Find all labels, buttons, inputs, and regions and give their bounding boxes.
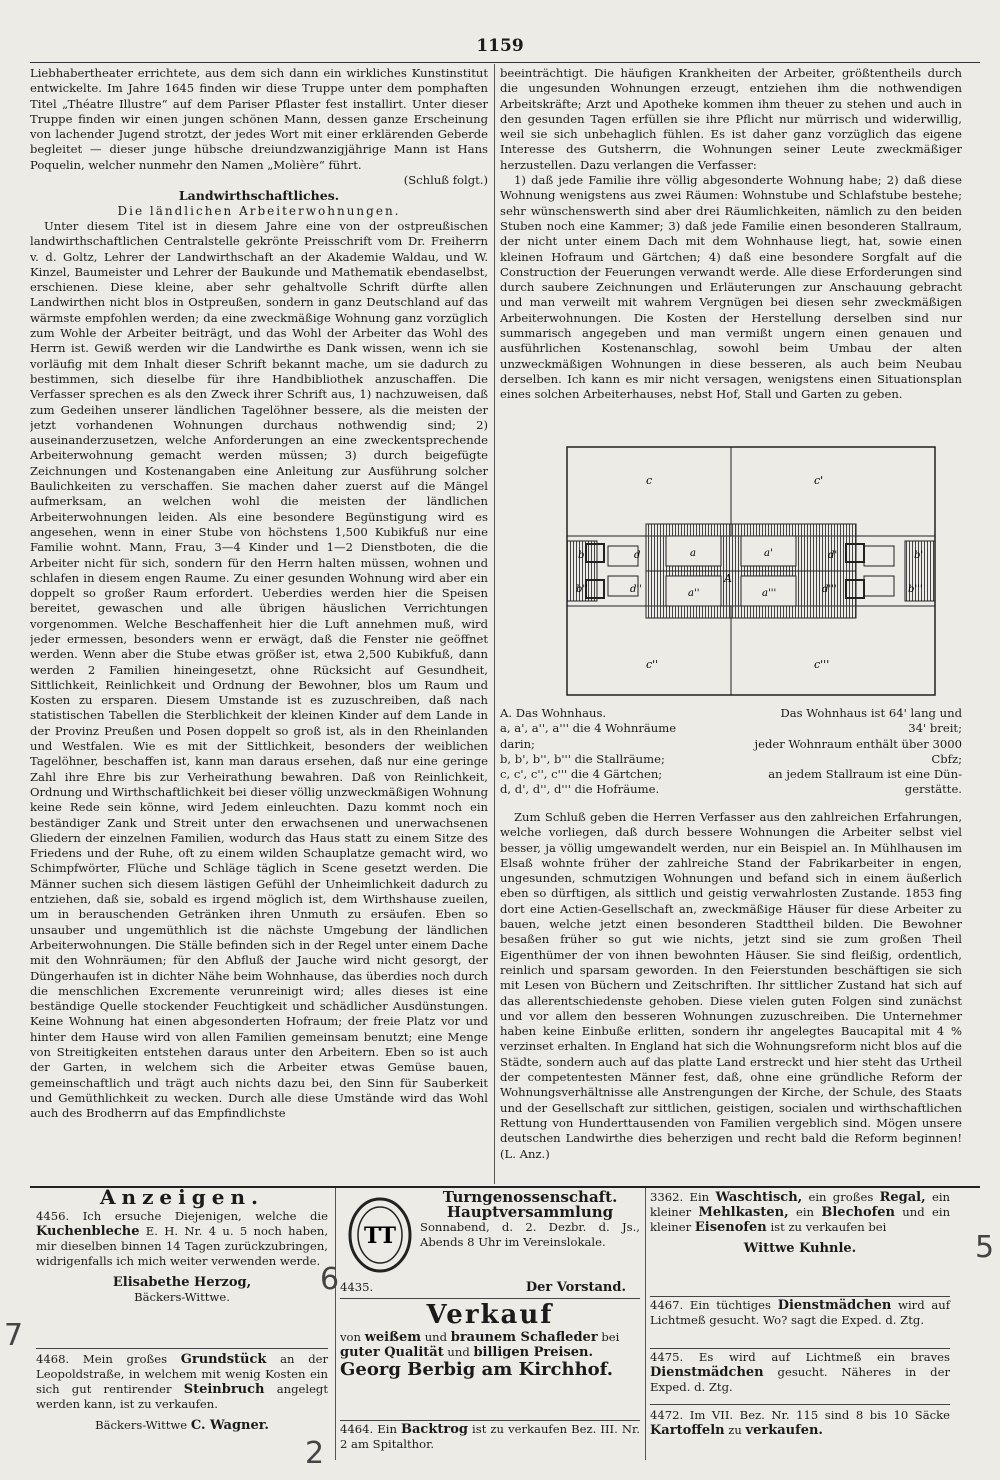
ad-4468-b1: Grundstück (180, 1352, 267, 1367)
ad-4475-t1: Es wird auf Lichtmeß ein braves (698, 1350, 950, 1364)
ad-4456-signature: Elisabethe Herzog, (112, 1275, 252, 1290)
ad-4472 (650, 1408, 950, 1438)
verkauf-t1: von (340, 1330, 361, 1344)
legend-1b: Das Wohnhaus ist 64' lang und (780, 706, 962, 720)
ad-4467-num: 4467. (650, 1298, 684, 1312)
ad-4468-b2: Steinbruch (183, 1382, 265, 1397)
verkauf-t3: bei (601, 1330, 620, 1344)
ad-3362-t1: Ein (689, 1190, 710, 1204)
ad-verkauf (340, 1300, 640, 1380)
article-paragraph-end: Zum Schluß geben die Herren Verfasser aus den zahlreichen Erfahrungen, welche vorliegen, daß durch bessere Wohnungen die Arbeiter selbst viel besser, ja völlig umgewandelt werden, nur ein Beispiel an. In Mühlhausen im Elsaß wohnte früher der zahlreiche Stand der Fabrikarbeiter in engen, ungesunden, schmutzigen Wohnungen und befand sich in einem äußerlich eben so dürftigen, als sittlich und geistig verwahrlosten Zustande. 1853 fing dort eine Actien-Gesellschaft an, zweckmäßige Häuser für diese Arbeiter zu bauen, welche jetzt einen besonderen Stadttheil bilden. Die Bewohner besaßen früher so gut wie nichts, jetzt sind sie zum großen Theil Eigenthümer der von ihnen bewohnten Häuser. Sie sind fleißig, ordentlich, reinlich und sparsam geworden. In den Feierstunden beschäftigen sie sich mit Lesen von Büchern und Zeitschriften. Ihr sittlicher Zustand hat sich auf das allerentschiedenste gehoben. Diese vielen guten Folgen sind zunächst und vor allem den besseren Wohnungen zuzuschreiben. Die Unternehmer haben keine Einbuße erlitten, sondern ihr angelegtes Baucapital mit 4 % verzinset erhalten. In England hat sich die Wohnungsreform nicht blos auf die Städte, sondern auch auf das platte Land erstreckt und hier steht das Urtheil der competentesten Männer fest, daß, ohne eine gründliche Reform der Wohnungsverhältnisse alle Anstrengungen der Kirche, der Schule, des Staats und der Gesellschaft zur sittlichen, geistigen, socialen und wirthschaftlichen Rettung von Hunderttausenden von Familien vergeblich sind. Mögen unsere deutschen Landwirthe dies beherzigen und recht bald die Reform beginnen! (L. Anz.) (500, 810, 962, 1161)
ad-4467 (650, 1298, 950, 1328)
turn-emblem (340, 1190, 420, 1280)
ad-4472-t1: Im VII. Bez. Nr. 115 sind 8 bis 10 Säcke (689, 1408, 950, 1422)
ad-4468-sig: C. Wagner. (190, 1418, 269, 1433)
ad-4475-t2: gesucht. Näheres in der Exped. d. Ztg. (650, 1365, 950, 1394)
ad-3362-num: 3362. (650, 1190, 684, 1204)
ad-4468 (36, 1352, 328, 1433)
ad-4472-t2: zu (728, 1423, 742, 1437)
turn-num: 4435. (340, 1280, 374, 1294)
verkauf-t4: und (447, 1345, 470, 1359)
legend-5a: c, c', c'', c''' die 4 Gärtchen; (500, 767, 663, 782)
ad-4472-num: 4472. (650, 1408, 684, 1422)
ad-3362-t5: und ein kleiner (650, 1205, 951, 1234)
ad-4475-num: 4475. (650, 1350, 684, 1364)
article-title: Die ländlichen Arbeiterwohnungen. (117, 203, 401, 218)
turn-emblem-icon (345, 1195, 415, 1275)
right-column-bottom (500, 810, 962, 1182)
turn-title: Turngenossenschaft. (442, 1188, 618, 1206)
plan-label-c: c (646, 474, 653, 487)
legend-2a: a, a', a'', a''' die 4 Wohnräume (500, 721, 677, 736)
legend-6a: d, d', d'', d''' die Hofräume. (500, 782, 660, 797)
ad-3362-t4: ein (795, 1205, 815, 1219)
ad-4468-t1: Mein großes (82, 1352, 168, 1366)
margin-mark-2: 2 (305, 1436, 325, 1471)
ad-4456-text2: E. H. Nr. 4 u. 5 noch haben, mir dieselben binnen 14 Tagen zurückzubringen, widrigenfalls ich mich weiter verwenden werde. (36, 1224, 328, 1268)
ads-column-2 (340, 1190, 640, 1295)
ad-3362-t6: ist zu verkaufen bei (770, 1220, 887, 1234)
margin-mark-7: 7 (4, 1318, 24, 1353)
intro-text: Liebhabertheater errichtete, aus dem sich dann ein wirkliches Kunstinstitut entwickelte. Im Jahre 1645 finden wir diese Truppe unter dem pomphaften Titel „Théatre Illustre“ auf dem Pariser Pflaster fest installirt. Unter dieser Truppe finden wir einen jungen schönen Mann, dessen ganze Erscheinung von lachender Jugend strotzt, der jedes Wort mit einer erklärenden Geberde begleitet — dieser junge hübsche dreiundzwanzigjährige Mann ist Hans Poquelin, welcher nunmehr den Namen „Molière“ führt. (30, 66, 488, 172)
turn-sub: Hauptversammlung (446, 1203, 614, 1221)
turn-text: Sonnabend, d. 2. Dezbr. d. Js., Abends 8 Uhr im Vereinslokale. (420, 1220, 640, 1249)
turn-emblem-text: TT (364, 1223, 396, 1249)
plan-label-A: A (724, 572, 732, 585)
page-number: 1159 (476, 36, 524, 56)
plan-label-d1: d' (828, 550, 838, 561)
verkauf-b1: weißem (364, 1330, 421, 1345)
ad-4467-t2: wird auf Lichtmeß gesucht. Wo? sagt die Exped. d. Ztg. (650, 1298, 951, 1327)
plan-label-d3: d''' (822, 584, 837, 595)
ad-4464-num: 4464. (340, 1422, 374, 1436)
ad-4475-b1: Dienstmädchen (650, 1365, 764, 1380)
section-heading: Landwirthschaftliches. (178, 188, 340, 204)
plan-label-b: b (578, 550, 585, 561)
ad-separator-4 (650, 1296, 950, 1297)
ad-4456-signature2: Bäckers-Wittwe. (134, 1290, 230, 1304)
ad-4464-t2: ist zu verkaufen Bez. III. Nr. 2 am Spitalthor. (340, 1422, 640, 1451)
top-rule (30, 62, 980, 63)
ad-4464-b1: Backtrog (401, 1422, 468, 1437)
ad-3362-b2: Regal, (879, 1190, 926, 1205)
article-paragraph-requirements: 1) daß jede Familie ihre völlig abgesonderte Wohnung habe; 2) daß diese Wohnung wenigstens aus zwei Räumen: Wohnstube und Schlafstube bestehe; sehr wünschenswerth sind aber drei Räumlichkeiten, nämlich zu den beiden Stuben noch eine Kammer; 3) daß jede Familie einen besonderen Stallraum, der nicht unter einem Dach mit dem Wohnhause liegt, hat, sowie einen kleinen Hofraum und Gärtchen; 4) daß eine besondere Sorgfalt auf die Construction der Feuerungen verwandt werde. Alle diese Erforderungen sind durch saubere Zeichnungen und Erläuterungen zur Anschauung gebracht und man verweilt mit wahrem Vergnügen bei diesen sehr zweckmäßigen Arbeiterwohnungen. Die Kosten der Herstellung derselben sind nur summarisch angegeben und man vermißt ungern einen genauen und ausführlichen Kostenanschlag, sowohl beim Umbau der alten unzweckmäßigen Wohnungen in diese besseren, als auch beim Neubau derselben. Ich kann es mir nicht versagen, wenigstens einen Situationsplan eines solchen Arbeiterhauses, nebst Hof, Stall und Garten zu geben. (500, 173, 962, 402)
article-paragraph-cont: beeinträchtigt. Die häufigen Krankheiten der Arbeiter, größtentheils durch die ungesunden Wohnungen erzeugt, entziehen ihm die nothwendigen Arbeitskräfte; Arzt und Apotheke kommen ihm theuer zu stehen und auch in den gesunden Tagen erfüllen sie ihre Pflicht nur mürrisch und widerwillig, weil sie sich unbehaglich fühlen. Es ist daher ganz vorzüglich das eigene Interesse des Gutsherrn, die Wohnungen seiner Leute zweckmäßiger herzustellen. Dazu verlangen die Verfasser: (500, 66, 962, 172)
verkauf-sig: Georg Berbig am Kirchhof. (340, 1359, 614, 1380)
legend-5b: an jedem Stallraum ist eine Dün- (768, 767, 962, 782)
margin-mark-6: 6 (320, 1262, 340, 1297)
ad-3362-b4: Blechofen (821, 1205, 895, 1220)
verkauf-title: Verkauf (426, 1300, 554, 1330)
ad-4456 (36, 1209, 328, 1269)
margin-mark-5: 5 (975, 1230, 995, 1265)
ad-4468-t2: an der Leopoldstraße, in welchem mit wenig Kosten ein sich gut rentirender (36, 1352, 329, 1396)
plan-label-a2: a'' (688, 588, 700, 599)
ads-header: Anzeigen. (100, 1185, 264, 1209)
ad-4456-text1: Ich ersuche Diejenigen, welche die (82, 1209, 328, 1223)
plan-label-d2: d'' (630, 584, 642, 595)
plan-label-d: d (634, 550, 641, 561)
ad-3362-t3: ein kleiner (650, 1190, 950, 1219)
legend-3a: darin; (500, 736, 535, 751)
ads-column-1 (36, 1185, 328, 1305)
verkauf-b2: braunem Schafleder (450, 1330, 598, 1345)
ad-4468-t3: angelegt werden kann, ist zu verkaufen. (36, 1382, 329, 1411)
plan-label-c3: c''' (814, 658, 830, 671)
ad-3362-b1: Waschtisch, (715, 1190, 803, 1205)
legend-4a: b, b', b'', b''' die Stallräume; (500, 751, 665, 766)
column-divider (494, 64, 495, 1184)
ad-3362-b3: Mehlkasten, (698, 1205, 789, 1220)
ad-4475 (650, 1350, 950, 1395)
legend-2b: 34' breit; (908, 721, 962, 736)
ad-4467-t1: Ein tüchtiges (689, 1298, 771, 1312)
legend-6b: gerstätte. (904, 782, 962, 797)
site-plan-figure (566, 446, 936, 696)
verkauf-t2: und (424, 1330, 448, 1344)
ad-4472-b1: Kartoffeln (650, 1423, 725, 1438)
article-paragraph: Unter diesem Titel ist in diesem Jahre eine von der ostpreußischen landwirthschaftlichen Centralstelle gekrönte Preisschrift vom Dr. Freiherrn v. d. Goltz, Lehrer der Landwirthschaft an der Akademie Waldau, und W. Kinzel, Baumeister und Lehrer der Baukunde und Mathematik ebendaselbst, erschienen. Diese kleine, aber sehr gehaltvolle Schrift dürfte allen Landwirthen nicht blos in Ostpreußen, sondern in ganz Deutschland auf das wärmste empfohlen werden; da eine zweckmäßige Wohnung ganz vorzüglich zum Wohle der Arbeiter beiträgt, und das Wohl der Arbeiter das Wohl des Herrn ist. Gewiß werden wir die Landwirthe es Dank wissen, wenn ich sie vorläufig mit dem Inhalt dieser Schrift bekannt mache, um sie dadurch zu bestimmen, sich dieselbe für ihre Handbibliothek anzuschaffen. Die Verfasser sprechen es als den Zweck ihrer Schrift aus, 1) nachzuweisen, daß zum Gedeihen unserer ländlichen Tagelöhner bessere, als die meisten der jetzt vorhandenen Wohnungen durchaus nothwendig sind; 2) auseinanderzusetzen, welche Anforderungen an eine zweckentsprechende Arbeiterwohnung gemacht werden müssen; 3) durch beigefügte Zeichnungen und Kostenangaben eine Anleitung zur Ausführung solcher Baulichkeiten zu verschaffen. Sie machen daher zuerst auf die Mängel aufmerksam, an welchen wohl die meisten der ländlichen Arbeiterwohnungen leiden. Als eine besondere Begünstigung wird es angesehen, wenn in einer Stube von höchstens 1,500 Kubikfuß nur eine Familie wohnt. Mann, Frau, 3—4 Kinder und 1—2 Dienstboten, die die Arbeiter nicht für sich, sondern für den Herrn halten müssen, wohnen und schlafen in diesem engen Raume. Zu einer gesunden Wohnung wird aber ein doppelt so großer Raum erfordert. Ueberdies werden hier die Speisen bereitet, gewaschen und alle übrigen häuslichen Verrichtungen vorgenommen. Welche Beschaffenheit hier die Luft annehmen muß, wird jeder ermessen, besonders wenn er erwägt, daß die Fenster nie geöffnet werden. Wenn aber die Stube etwas größer ist, etwa 2,500 Kubikfuß, dann werden 2 Familien hineingesetzt, ohne Rücksicht auf Gesundheit, Sittlichkeit, Reinlichkeit und Ordnung der Bewohner, blos um Raum und Kosten zu ersparen. Diesem Umstande ist es zuzuschreiben, daß nach statistischen Tabellen die Sterblichkeit der kleinen Kinder auf dem Lande in der Provinz Preußen und Posen doppelt so groß ist, als in den Rheinlanden und Westfalen. Wie es mit der Sittlichkeit, besonders der weiblichen Tagelöhner, beschaffen ist, kann man daraus ersehen, daß nur eine geringe Zahl ihre Ehre bis zur Verheirathung bewahren. Daß von Reinlichkeit, Ordnung und Wirthschaftlichkeit bei dieser völlig unzweckmäßigen Wohnung keine Rede sein könne, wird Jedem einleuchten. Dazu kommt noch ein beständiger Zank und Streit unter den erwachsenen und unerwachsenen Gliedern der einzelnen Familien, wodurch das Haus statt zu einem Sitze des Friedens und der Ruhe, oft zu einem wilden Schauplatze gemacht wird, wo Schimpfwörter, Flüche und Schläge täglich in Scene gesetzt werden. Die Männer suchen sich diesem lästigen Gefühl der Unheimlichkeit dadurch zu entziehen, daß sie, sobald es irgend möglich ist, dem Wirthshause zueilen, um in berauschenden Getränken ihren Unmuth zu ersäufen. Eben so unsauber und ungemüthlich ist die nächste Umgebung der ländlichen Arbeiterwohnungen. Die Ställe befinden sich in der Regel unter einem Dache mit den Wohnräumen; für den Abfluß der Jauche wird nicht gesorgt, der Düngerhaufen ist in dichter Nähe beim Wohnhause, das überdies noch durch die menschlichen Excremente verunreinigt wird; alles dieses ist eine beständige Quelle stockender Feuchtigkeit und schädlicher Ausdünstungen. Keine Wohnung hat einen abgesonderten Hofraum; der freie Platz vor und hinter dem Hause wird von allen Familien gemeinsam benutzt; eine Menge von Streitigkeiten entstehen daraus unter den Arbeitern. Eben so ist auch der Garten, in welchem sich die Arbeiter etwas Gemüse bauen, gemeinschaftlich und trägt auch nichts dazu bei, den Sinn für Sauberkeit und Gemüthlichkeit zu wecken. Durch alle diese Umstände wird das Wohl auch des Brodherrn auf das Empfindlichste (30, 218, 488, 1121)
ad-4464 (340, 1422, 640, 1452)
ad-4464-t1: Ein (377, 1422, 397, 1436)
verkauf-b4: billigen Preisen. (473, 1345, 594, 1360)
plan-label-b1: b' (914, 550, 924, 561)
plan-legend (500, 706, 962, 798)
ads-divider-1 (335, 1188, 336, 1460)
intro-signature: (Schluß folgt.) (403, 173, 488, 188)
ad-separator-6 (650, 1404, 950, 1405)
verkauf-b3: guter Qualität (340, 1345, 444, 1360)
turn-sig: Der Vorstand. (525, 1280, 626, 1295)
ad-separator-1 (36, 1348, 328, 1349)
plan-label-c2: c'' (646, 658, 659, 671)
plan-label-a1: a' (764, 548, 773, 559)
legend-1a: A. Das Wohnhaus. (500, 706, 607, 720)
plan-label-b2: b'' (576, 584, 588, 595)
ads-divider-2 (645, 1188, 646, 1460)
plan-label-a: a (690, 548, 696, 559)
right-column-top (500, 66, 962, 426)
ad-4456-num: 4456. (36, 1209, 70, 1223)
ad-4472-b2: verkaufen. (745, 1423, 823, 1438)
ad-4467-b1: Dienstmädchen (777, 1298, 892, 1313)
plan-label-c1: c' (814, 474, 824, 487)
ad-3362-b5: Eisenofen (694, 1220, 767, 1235)
plan-label-b3: b''' (908, 584, 923, 595)
ad-3362-t2: ein großes (808, 1190, 874, 1204)
plan-label-a3: a''' (762, 588, 777, 599)
ad-3362-sig: Wittwe Kuhnle. (743, 1241, 857, 1256)
ad-4456-bold: Kuchenbleche (36, 1224, 140, 1239)
ad-4468-num: 4468. (36, 1352, 70, 1366)
legend-4b: Cbfz; (931, 751, 962, 766)
ad-3362 (650, 1190, 950, 1256)
ad-separator-2 (340, 1298, 640, 1299)
ad-separator-3 (340, 1420, 640, 1421)
ad-4468-sig-pre: Bäckers-Wittwe (95, 1418, 188, 1432)
ad-separator-5 (650, 1348, 950, 1349)
legend-3b: jeder Wohnraum enthält über 3000 (754, 736, 962, 751)
left-column (30, 66, 488, 1181)
